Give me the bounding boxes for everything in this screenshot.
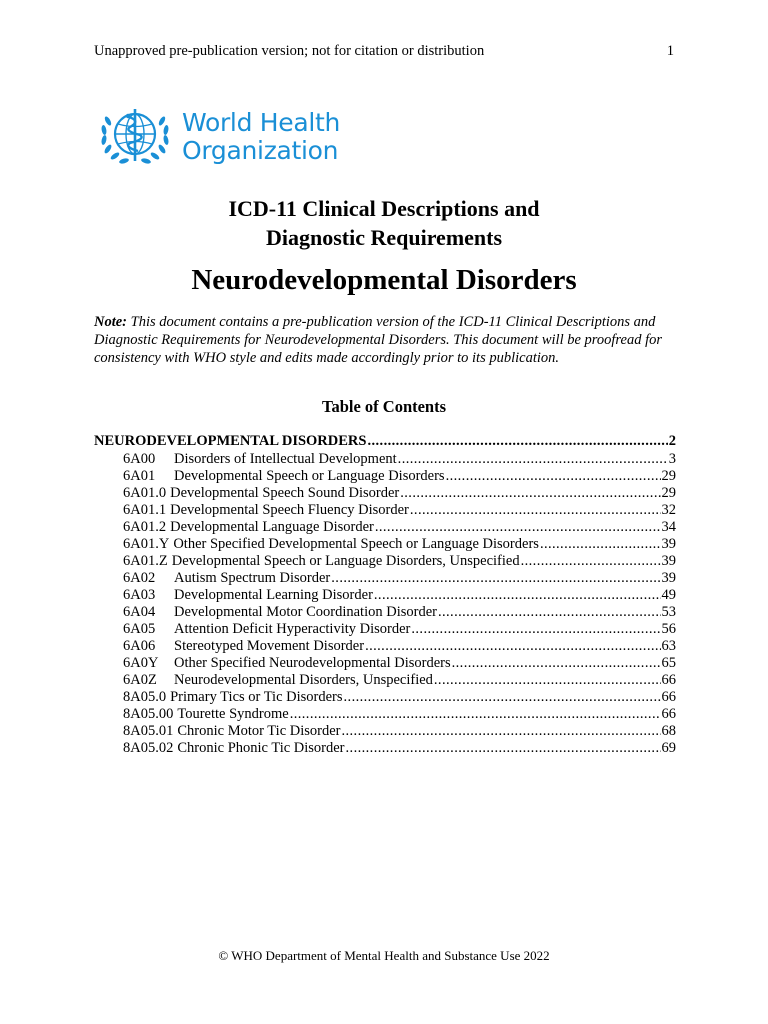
toc-entry-page: 53: [661, 604, 676, 620]
toc-entry-code: 6A01.2: [123, 519, 167, 535]
toc-dot-leader: [331, 570, 660, 587]
toc-dot-leader: [438, 604, 661, 621]
toc-entry-label: Chronic Motor Tic Disorder: [177, 723, 341, 739]
toc-dot-leader: [400, 485, 660, 502]
note-label: Note:: [94, 314, 128, 330]
toc-entry-code: 6A0Z: [123, 672, 157, 688]
toc-entry-label: Developmental Speech or Language Disorders, Unspecified: [171, 553, 520, 569]
toc-dot-leader: [410, 502, 661, 519]
toc-entry-label: Autism Spectrum Disorder: [174, 570, 331, 586]
toc-entry-label: Developmental Speech Sound Disorder: [170, 485, 400, 501]
toc-entry-label: Developmental Speech or Language Disorders: [174, 468, 445, 484]
toc-entry-page: 69: [661, 740, 676, 756]
toc-dot-leader: [367, 431, 667, 451]
note-text: This document contains a pre-publication version of the ICD-11 Clinical Descriptions and Diagnostic Requirements for Neurodevelopmental Disorders. This document will be proofread for consistency with WHO style and edits made accordingly prior to its publication.: [94, 314, 662, 366]
toc-entry-label: Developmental Speech Fluency Disorder: [170, 502, 409, 518]
toc-dot-leader: [446, 468, 661, 485]
toc-entry-page: 2: [668, 433, 676, 449]
toc-entry[interactable]: [94, 706, 676, 723]
toc-dot-leader: [411, 621, 660, 638]
toc-entry-code: 6A04: [123, 604, 156, 620]
toc-entry-code: 6A03: [123, 587, 156, 603]
toc-entry-code: 6A01.Y: [123, 536, 170, 552]
toc-entry-label: Chronic Phonic Tic Disorder: [177, 740, 345, 756]
table-of-contents: [94, 431, 676, 757]
footer-copyright: © WHO Department of Mental Health and Substance Use 2022: [218, 948, 550, 963]
toc-entry[interactable]: [94, 431, 676, 451]
toc-dot-leader: [452, 655, 661, 672]
toc-entry[interactable]: [94, 451, 676, 468]
toc-entry-label: Other Specified Developmental Speech or Language Disorders: [173, 536, 539, 552]
toc-entry-page: 66: [661, 689, 676, 705]
toc-entry-label: Developmental Learning Disorder: [174, 587, 373, 603]
toc-dot-leader: [521, 553, 661, 570]
toc-dot-leader: [346, 740, 661, 757]
toc-entry-label: Neurodevelopmental Disorders, Unspecified: [174, 672, 433, 688]
toc-entry-page: 68: [661, 723, 676, 739]
toc-entry-page: 65: [661, 655, 676, 671]
toc-entry-page: 29: [661, 485, 676, 501]
toc-entry[interactable]: [94, 723, 676, 740]
toc-entry[interactable]: [94, 553, 676, 570]
toc-entry[interactable]: [94, 468, 676, 485]
toc-entry-page: 34: [661, 519, 676, 535]
toc-entry-page: 66: [661, 672, 676, 688]
logo-line-1: World Health: [182, 108, 341, 137]
toc-entry-code: 6A0Y: [123, 655, 159, 671]
toc-entry-label: Other Specified Neurodevelopmental Disorders: [174, 655, 451, 671]
who-logo-text: [182, 109, 340, 165]
toc-entry-page: 32: [661, 502, 676, 518]
running-header: [94, 42, 674, 60]
toc-entry-code: 6A00: [123, 451, 156, 467]
toc-entry-label: Attention Deficit Hyperactivity Disorder: [174, 621, 411, 637]
toc-entry-code: 8A05.01: [123, 723, 174, 739]
toc-entry[interactable]: [94, 519, 676, 536]
toc-dot-leader: [374, 587, 661, 604]
toc-dot-leader: [375, 519, 661, 536]
toc-entry-page: 3: [668, 451, 676, 467]
toc-dot-leader: [434, 672, 661, 689]
toc-entry-page: 56: [661, 621, 676, 637]
toc-entry[interactable]: [94, 621, 676, 638]
header-text: Unapproved pre-publication version; not for citation or distribution: [94, 43, 485, 59]
toc-dot-leader: [365, 638, 660, 655]
toc-title: Table of Contents: [321, 397, 447, 416]
toc-entry-code: 6A01.Z: [123, 553, 168, 569]
toc-entry-code: 6A02: [123, 570, 156, 586]
page-number: 1: [666, 43, 674, 59]
toc-dot-leader: [290, 706, 661, 723]
toc-entry-label: NEURODEVELOPMENTAL DISORDERS: [94, 433, 367, 449]
toc-entry-page: 49: [661, 587, 676, 603]
toc-entry[interactable]: [94, 672, 676, 689]
toc-entry-code: 6A01.0: [123, 485, 167, 501]
toc-dot-leader: [341, 723, 660, 740]
toc-entry-page: 39: [661, 570, 676, 586]
toc-entry-code: 6A01.1: [123, 502, 167, 518]
toc-entry[interactable]: [94, 502, 676, 519]
toc-entry-label: Disorders of Intellectual Development: [174, 451, 397, 467]
toc-entry[interactable]: [94, 638, 676, 655]
title-line-1: ICD-11 Clinical Descriptions and: [228, 196, 540, 221]
logo-line-2: Organization: [182, 136, 339, 165]
toc-entry-code: 8A05.0: [123, 689, 167, 705]
toc-entry[interactable]: [94, 604, 676, 621]
toc-entry[interactable]: [94, 536, 676, 553]
toc-entry[interactable]: [94, 655, 676, 672]
toc-entry-page: 39: [661, 536, 676, 552]
toc-entry-code: 6A06: [123, 638, 156, 654]
toc-entry[interactable]: [94, 689, 676, 706]
toc-entry-label: Stereotyped Movement Disorder: [174, 638, 365, 654]
toc-entry-code: 8A05.02: [123, 740, 174, 756]
toc-entry-page: 66: [661, 706, 676, 722]
toc-entry-page: 39: [661, 553, 676, 569]
toc-entry-code: 8A05.00: [123, 706, 174, 722]
toc-entry-page: 29: [661, 468, 676, 484]
who-logo: [94, 103, 340, 171]
toc-entry-code: 6A01: [123, 468, 156, 484]
toc-entry-page: 63: [661, 638, 676, 654]
toc-entry[interactable]: [94, 740, 676, 757]
note-paragraph: [94, 313, 676, 367]
toc-entry[interactable]: [94, 587, 676, 604]
toc-entry-label: Primary Tics or Tic Disorders: [170, 689, 343, 705]
toc-entry-label: Developmental Motor Coordination Disorder: [174, 604, 437, 620]
toc-entry[interactable]: [94, 570, 676, 587]
toc-entry-label: Tourette Syndrome: [177, 706, 289, 722]
toc-dot-leader: [344, 689, 661, 706]
toc-entry-code: 6A05: [123, 621, 156, 637]
toc-entry[interactable]: [94, 485, 676, 502]
toc-entry-label: Developmental Language Disorder: [170, 519, 374, 535]
document-title: Neurodevelopmental Disorders: [191, 264, 577, 296]
title-line-2: Diagnostic Requirements: [265, 225, 503, 250]
who-emblem-icon: [94, 103, 176, 171]
toc-dot-leader: [398, 451, 668, 468]
toc-dot-leader: [540, 536, 661, 553]
